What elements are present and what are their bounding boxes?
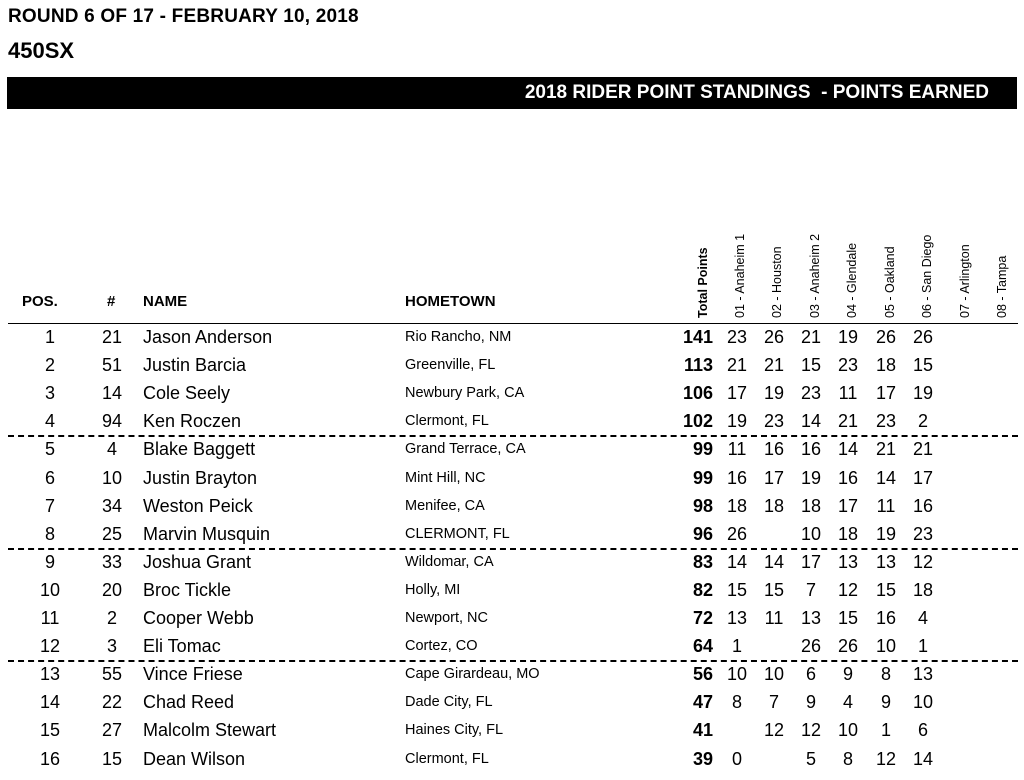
total-points-cell: 39	[692, 748, 713, 769]
number-cell: 55	[101, 664, 123, 685]
hometown-cell: Greenville, FL	[405, 357, 496, 374]
number-cell: 22	[101, 692, 123, 713]
round-2-points-cell: 17	[763, 467, 785, 488]
round-4-points-cell: 19	[837, 327, 859, 347]
round-5-points-cell: 11	[876, 495, 896, 516]
name-cell: Justin Brayton	[143, 467, 258, 488]
total-points-cell: 56	[692, 664, 713, 685]
round-4-points-cell: 8	[842, 748, 853, 769]
name-cell: Marvin Musquin	[143, 523, 271, 544]
table-row	[0, 577, 1024, 605]
name-cell: Joshua Grant	[143, 551, 252, 572]
standings-banner	[7, 77, 1017, 109]
round-1-points-cell: 15	[726, 579, 748, 600]
position-cell: 1	[44, 327, 55, 347]
round-5-points-cell: 14	[875, 467, 897, 488]
round-2-points-cell: 12	[763, 720, 785, 741]
table-row	[0, 521, 1024, 549]
round-2-points-cell: 23	[763, 411, 785, 432]
table-row	[0, 717, 1024, 745]
round-3-points-cell: 7	[805, 579, 816, 600]
round-3-points-cell: 10	[800, 523, 822, 544]
hometown-cell: Cape Girardeau, MO	[405, 666, 540, 683]
round-6-points-cell: 18	[912, 579, 934, 600]
round-1-points-cell: 16	[726, 467, 748, 488]
column-header-round-8: 08 - Tampa	[995, 255, 1009, 318]
hometown-cell: Clermont, FL	[405, 750, 489, 767]
round-4-points-cell: 18	[837, 523, 859, 544]
name-cell: Weston Peick	[143, 495, 253, 516]
round-3-points-cell: 26	[800, 636, 822, 657]
position-cell: 5	[44, 439, 55, 460]
hometown-cell: Menifee, CA	[405, 497, 485, 514]
round-6-points-cell: 21	[912, 439, 934, 460]
table-row	[0, 493, 1024, 521]
hometown-cell: Clermont, FL	[405, 413, 489, 430]
round-2-points-cell: 19	[763, 383, 785, 404]
round-3-points-cell: 19	[800, 467, 822, 488]
number-cell: 51	[101, 355, 123, 376]
round-1-points-cell: 19	[726, 411, 748, 432]
round-3-points-cell: 5	[805, 748, 816, 769]
position-cell: 9	[44, 551, 55, 572]
round-5-points-cell: 10	[875, 636, 897, 657]
column-header-round-7: 07 - Arlington	[958, 244, 972, 318]
table-row	[0, 549, 1024, 577]
number-cell: 25	[101, 523, 123, 544]
round-4-points-cell: 16	[837, 467, 859, 488]
round-3-points-cell: 9	[805, 692, 816, 713]
hometown-cell: Mint Hill, NC	[405, 469, 486, 486]
round-6-points-cell: 12	[912, 551, 934, 572]
round-4-points-cell: 12	[837, 579, 859, 600]
round-6-points-cell: 13	[912, 664, 934, 685]
round-3-points-cell: 17	[800, 551, 822, 572]
round-6-points-cell: 2	[917, 411, 928, 432]
round-6-points-cell: 26	[912, 327, 934, 347]
table-row	[0, 661, 1024, 689]
round-6-points-cell: 14	[912, 748, 934, 769]
round-1-points-cell: 13	[726, 608, 748, 628]
round-4-points-cell: 4	[842, 692, 853, 713]
round-5-points-cell: 19	[875, 523, 897, 544]
round-title: ROUND 6 OF 17 - FEBRUARY 10, 2018	[8, 6, 359, 27]
name-cell: Chad Reed	[143, 692, 235, 713]
number-cell: 10	[101, 467, 123, 488]
table-row	[0, 633, 1024, 661]
round-6-points-cell: 17	[912, 467, 934, 488]
table-row	[0, 408, 1024, 436]
number-cell: 20	[101, 579, 123, 600]
number-cell: 33	[101, 551, 123, 572]
round-6-points-cell: 19	[912, 383, 934, 404]
hometown-cell: Dade City, FL	[405, 694, 493, 711]
round-5-points-cell: 1	[880, 720, 891, 741]
column-header-round-6: 06 - San Diego	[920, 234, 934, 318]
round-4-points-cell: 15	[837, 608, 859, 628]
number-cell: 2	[106, 608, 117, 628]
round-2-points-cell: 14	[763, 551, 785, 572]
number-cell: 14	[101, 383, 123, 404]
round-1-points-cell: 11	[727, 439, 747, 460]
total-points-cell: 41	[692, 720, 713, 741]
round-3-points-cell: 16	[800, 439, 822, 460]
total-points-cell: 106	[682, 383, 713, 404]
round-4-points-cell: 13	[837, 551, 859, 572]
round-4-points-cell: 11	[838, 383, 858, 404]
name-cell: Cole Seely	[143, 383, 231, 404]
total-points-cell: 102	[682, 411, 713, 432]
number-cell: 34	[101, 495, 123, 516]
position-cell: 15	[39, 720, 61, 741]
round-4-points-cell: 23	[837, 355, 859, 376]
round-6-points-cell: 1	[917, 636, 928, 657]
position-cell: 2	[44, 355, 55, 376]
round-5-points-cell: 13	[875, 551, 897, 572]
round-5-points-cell: 8	[880, 664, 891, 685]
round-6-points-cell: 10	[912, 692, 934, 713]
round-3-points-cell: 23	[800, 383, 822, 404]
round-1-points-cell: 10	[726, 664, 748, 685]
round-1-points-cell: 17	[726, 383, 748, 404]
number-cell: 27	[101, 720, 123, 741]
hometown-cell: Wildomar, CA	[405, 553, 494, 570]
round-5-points-cell: 16	[875, 608, 897, 628]
round-6-points-cell: 23	[912, 523, 934, 544]
position-cell: 6	[44, 467, 55, 488]
hometown-cell: Rio Rancho, NM	[405, 329, 512, 345]
position-cell: 11	[40, 608, 60, 628]
total-points-cell: 113	[683, 355, 713, 376]
hometown-cell: Newport, NC	[405, 610, 488, 626]
total-points-cell: 82	[692, 579, 713, 600]
name-cell: Ken Roczen	[143, 411, 242, 432]
name-cell: Cooper Webb	[143, 608, 254, 628]
round-2-points-cell: 21	[763, 355, 785, 376]
round-4-points-cell: 9	[842, 664, 853, 685]
total-points-cell: 99	[692, 467, 713, 488]
position-cell: 3	[44, 383, 55, 404]
round-5-points-cell: 21	[875, 439, 897, 460]
hometown-cell: Grand Terrace, CA	[405, 441, 526, 458]
total-points-cell: 47	[692, 692, 713, 713]
name-cell: Eli Tomac	[143, 636, 221, 657]
column-header-round-4: 04 - Glendale	[845, 242, 859, 318]
round-5-points-cell: 26	[875, 327, 897, 347]
round-4-points-cell: 17	[837, 495, 859, 516]
number-cell: 15	[101, 748, 123, 769]
table-row	[0, 436, 1024, 464]
number-cell: 4	[106, 439, 117, 460]
column-header-round-3: 03 - Anaheim 2	[808, 233, 822, 318]
column-header-number: #	[107, 293, 116, 310]
hometown-cell: Cortez, CO	[405, 638, 478, 655]
round-6-points-cell: 15	[912, 355, 934, 376]
column-header-round-1: 01 - Anaheim 1	[733, 233, 747, 318]
hometown-cell: Holly, MI	[405, 581, 461, 598]
name-cell: Vince Friese	[143, 664, 243, 685]
round-4-points-cell: 26	[837, 636, 859, 657]
total-points-cell: 96	[692, 523, 713, 544]
total-points-cell: 141	[682, 327, 713, 347]
position-cell: 7	[44, 495, 55, 516]
round-1-points-cell: 14	[726, 551, 748, 572]
total-points-cell: 64	[692, 636, 713, 657]
round-5-points-cell: 17	[875, 383, 897, 404]
hometown-cell: Haines City, FL	[405, 722, 504, 739]
round-1-points-cell: 1	[731, 636, 742, 657]
class-title: 450SX	[8, 38, 75, 63]
round-2-points-cell: 10	[763, 664, 785, 685]
round-5-points-cell: 18	[875, 355, 897, 376]
position-cell: 14	[39, 692, 61, 713]
column-header-round-2: 02 - Houston	[770, 246, 784, 318]
column-header-round-5: 05 - Oakland	[883, 246, 897, 318]
total-points-cell: 98	[692, 495, 713, 516]
round-2-points-cell: 18	[763, 495, 785, 516]
name-cell: Justin Barcia	[143, 355, 247, 376]
round-5-points-cell: 12	[875, 748, 897, 769]
name-cell: Malcolm Stewart	[143, 720, 277, 741]
round-5-points-cell: 15	[875, 579, 897, 600]
round-6-points-cell: 16	[912, 495, 934, 516]
position-cell: 12	[39, 636, 61, 657]
round-3-points-cell: 14	[800, 411, 822, 432]
column-header-name: NAME	[143, 293, 188, 310]
round-3-points-cell: 18	[800, 495, 822, 516]
position-cell: 10	[39, 579, 61, 600]
round-1-points-cell: 21	[726, 355, 748, 376]
round-4-points-cell: 14	[837, 439, 859, 460]
round-3-points-cell: 6	[805, 664, 816, 685]
table-row	[0, 352, 1024, 380]
total-points-cell: 83	[692, 551, 713, 572]
round-2-points-cell: 26	[763, 327, 785, 347]
number-cell: 21	[101, 327, 123, 347]
total-points-cell: 99	[692, 439, 713, 460]
round-2-points-cell: 11	[764, 608, 784, 628]
round-3-points-cell: 21	[800, 327, 822, 347]
name-cell: Dean Wilson	[143, 748, 246, 769]
column-header-pos: POS.	[22, 293, 58, 310]
table-row	[0, 605, 1024, 633]
round-5-points-cell: 9	[880, 692, 891, 713]
number-cell: 94	[101, 411, 123, 432]
position-cell: 4	[44, 411, 55, 432]
round-2-points-cell: 7	[768, 692, 779, 713]
name-cell: Blake Baggett	[143, 439, 256, 460]
column-header-hometown: HOMETOWN	[405, 293, 496, 310]
round-4-points-cell: 21	[837, 411, 859, 432]
position-cell: 16	[39, 748, 61, 769]
name-cell: Broc Tickle	[143, 579, 232, 600]
table-row	[0, 689, 1024, 717]
round-5-points-cell: 23	[875, 411, 897, 432]
round-3-points-cell: 13	[800, 608, 822, 628]
round-1-points-cell: 23	[726, 327, 748, 347]
table-row	[0, 746, 1024, 774]
round-3-points-cell: 12	[800, 720, 822, 741]
round-4-points-cell: 10	[837, 720, 859, 741]
round-1-points-cell: 0	[731, 748, 742, 769]
round-2-points-cell: 15	[763, 579, 785, 600]
position-cell: 8	[44, 523, 55, 544]
name-cell: Jason Anderson	[143, 327, 273, 347]
number-cell: 3	[106, 636, 117, 657]
hometown-cell: Newbury Park, CA	[405, 385, 525, 402]
banner-text: 2018 RIDER POINT STANDINGS - POINTS EARNED	[524, 82, 989, 103]
table-row	[0, 380, 1024, 408]
round-3-points-cell: 15	[800, 355, 822, 376]
table-row	[0, 465, 1024, 493]
hometown-cell: CLERMONT, FL	[405, 525, 510, 542]
round-6-points-cell: 4	[917, 608, 928, 628]
position-cell: 13	[39, 664, 61, 685]
total-points-cell: 72	[692, 608, 713, 628]
round-1-points-cell: 8	[731, 692, 742, 713]
round-1-points-cell: 26	[726, 523, 748, 544]
round-2-points-cell: 16	[763, 439, 785, 460]
column-header-total-points: Total Points	[696, 247, 710, 318]
round-1-points-cell: 18	[726, 495, 748, 516]
table-row	[0, 324, 1024, 352]
round-6-points-cell: 6	[917, 720, 928, 741]
